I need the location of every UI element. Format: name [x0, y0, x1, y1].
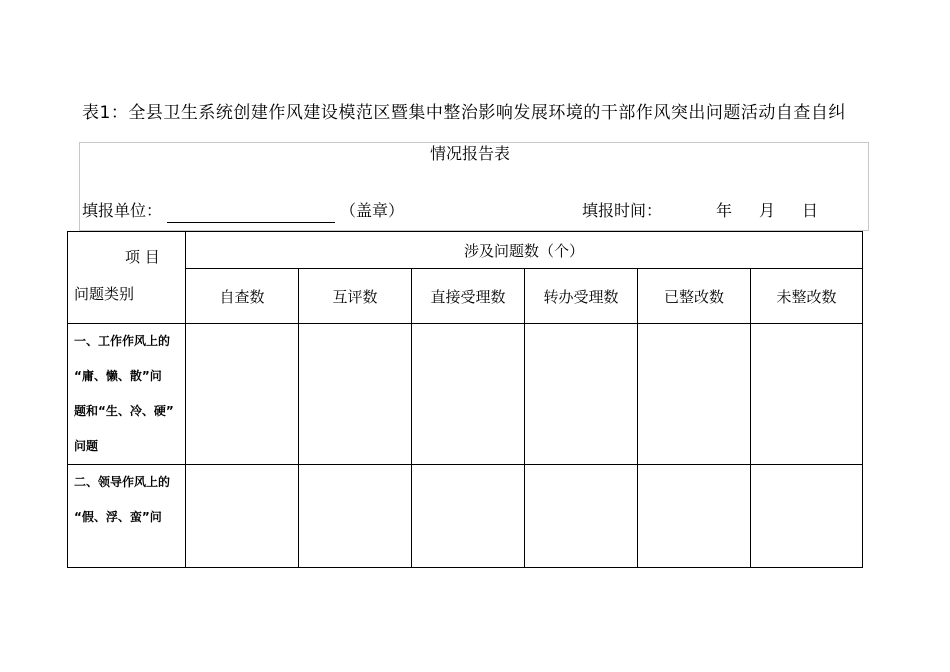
value-cell[interactable] [751, 465, 863, 568]
value-cell[interactable] [525, 324, 638, 465]
row-category-line: 二、领导作风上的 [74, 475, 171, 489]
corner-header-cell [68, 232, 186, 324]
column-header: 直接受理数 [412, 269, 525, 324]
row-category-line: 问题 [74, 439, 99, 453]
value-cell[interactable] [299, 465, 412, 568]
value-cell[interactable] [412, 324, 525, 465]
unit-input-line[interactable] [167, 222, 335, 223]
table-row [68, 465, 863, 568]
row-category [68, 465, 186, 568]
report-table [67, 231, 863, 568]
corner-item-label: 项 目 [125, 248, 160, 266]
row-category-line: “假、浮、蛮”问 [74, 510, 162, 524]
column-header: 已整改数 [638, 269, 751, 324]
value-cell[interactable] [299, 324, 412, 465]
time-label: 填报时间： [582, 201, 663, 220]
unit-label: 填报单位： [82, 201, 163, 220]
row-category-line: “庸、懒、散”问 [74, 369, 162, 383]
row-category-line: 题和“生、冷、硬” [74, 404, 174, 418]
value-cell[interactable] [638, 465, 751, 568]
title-text: 全县卫生系统创建作风建设模范区暨集中整治影响发展环境的干部作风突出问题活动自查自纠 [128, 103, 846, 123]
month-label: 月 [759, 201, 776, 220]
group-header: 涉及问题数（个） [186, 232, 863, 269]
row-category [68, 324, 186, 465]
value-cell[interactable] [186, 324, 299, 465]
seal-label: （盖章） [340, 201, 405, 220]
value-cell[interactable] [751, 324, 863, 465]
value-cell[interactable] [638, 324, 751, 465]
column-header: 互评数 [299, 269, 412, 324]
value-cell[interactable] [186, 465, 299, 568]
table-row [68, 324, 863, 465]
column-header: 未整改数 [751, 269, 863, 324]
value-cell[interactable] [525, 465, 638, 568]
day-label: 日 [802, 201, 819, 220]
column-header: 自查数 [186, 269, 299, 324]
title-prefix: 表1： [82, 103, 129, 123]
document-subtitle: 情况报告表 [430, 144, 511, 163]
row-category-line: 一、工作作风上的 [74, 334, 171, 348]
year-label: 年 [716, 201, 733, 220]
value-cell[interactable] [412, 465, 525, 568]
column-header: 转办受理数 [525, 269, 638, 324]
corner-category-label: 问题类别 [74, 285, 135, 303]
document-title [82, 98, 846, 123]
